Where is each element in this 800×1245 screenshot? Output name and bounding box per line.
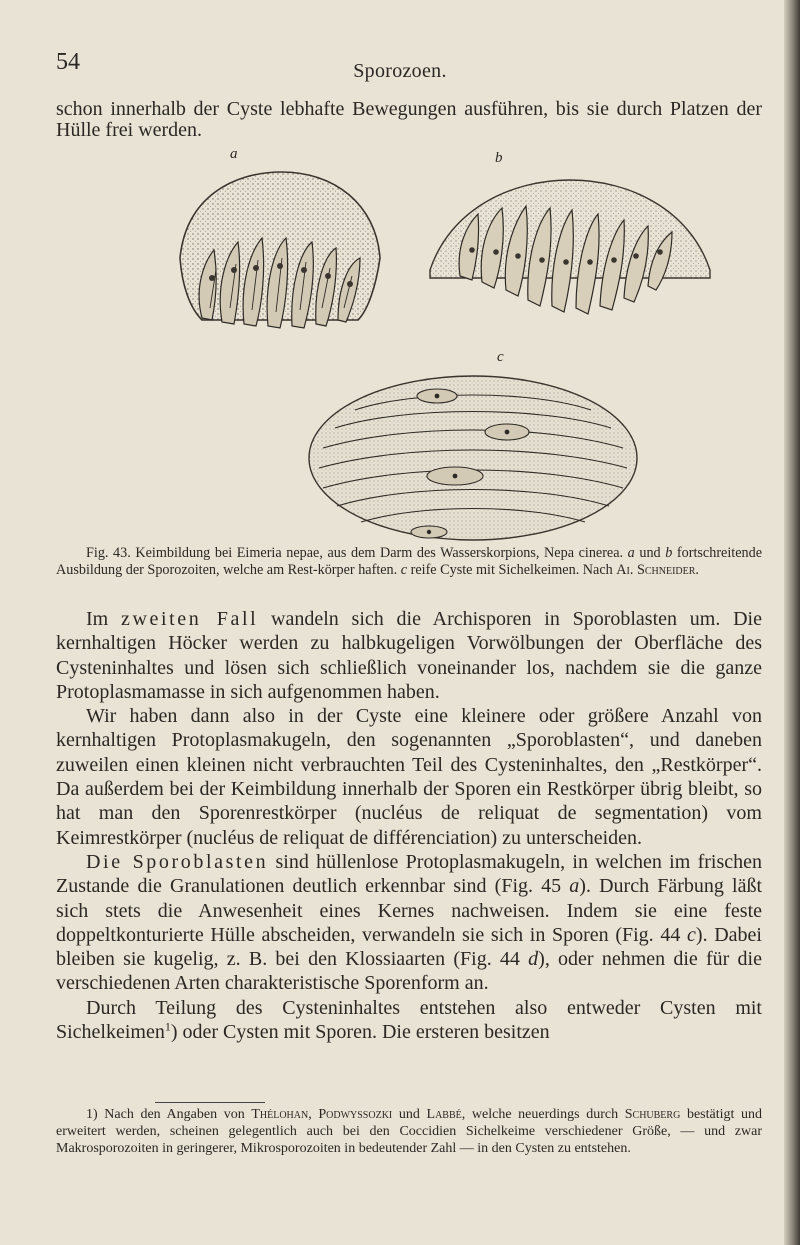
figure-label-a: a [230, 146, 238, 162]
paragraph-3 [56, 850, 762, 996]
caption-tail: reife Cyste mit Sichelkeimen. Nach [407, 562, 617, 578]
p3-ref-c: c [687, 923, 696, 946]
fn-author-1: Thélohan [251, 1107, 309, 1122]
fn-part-a: 1) Nach den Angaben von [86, 1107, 252, 1122]
caption-mid: fortschreitende Ausbildung der Sporozoiten, welche am Rest-körper haften. [56, 545, 763, 578]
paragraph-4 [56, 996, 762, 1045]
p4-part-b: ) oder Cysten mit Sporen. Die ersteren besitzen [170, 1021, 550, 1044]
caption-author: Ai. Schneider. [616, 562, 699, 578]
caption-ref-c: c [400, 562, 408, 578]
page-edge-shadow [784, 0, 800, 1245]
p3-part-b: ). Durch Färbung läßt sich stets die Anwesenheit eines Kernes nachweisen. Indem sie eine feste doppeltkonturierte Hülle abscheiden, verwandeln sie sich in Sporen (Fig. 44 [56, 875, 762, 946]
figure-caption [56, 545, 762, 579]
fn-part-b: , welche neuerdings durch [461, 1107, 625, 1122]
p3-part-c: ). Dabei bleiben sie kugelig, z. B. bei den Klossiaarten (Fig. 44 [56, 923, 762, 971]
cyst-outline [309, 376, 637, 540]
caption-ref-b: b [665, 545, 673, 561]
caption-conj: und [634, 545, 666, 561]
p4-part-a: Durch Teilung des Cysteninhaltes entstehen also entweder Cysten mit Sichelkeimen [56, 996, 762, 1044]
fn-sep-2: und [392, 1107, 427, 1122]
p3-ref-a: a [569, 875, 580, 898]
p1-rest: wandeln sich die Archisporen in Sporoblasten um. Die kernhaltigen Höcker werden zu halbkugeligen Vorwölbungen der Oberfläche des Cysteninhaltes und lösen sich schließlich voneinander los, nachdem sie die ganze Protoplasmamasse in sich aufgenommen haben. [56, 608, 762, 703]
p3-ref-d: d [528, 948, 539, 971]
fn-sep-1: , [308, 1107, 319, 1122]
intro-paragraph: schon innerhalb der Cyste lebhafte Bewegungen ausführen, bis sie durch Platzen der Hülle frei werden. [56, 98, 762, 141]
figure-label-b: b [495, 150, 503, 166]
footnote-marker: 1 [164, 1019, 171, 1034]
figure-label-c: c [497, 349, 504, 365]
paragraph-1 [56, 607, 762, 704]
p1-start: Im [86, 608, 121, 630]
paragraph-2: Wir haben dann also in der Cyste eine kleinere oder größere Anzahl von kernhaltigen Protoplasmakugeln, den sogenannten „Sporoblasten“, und daneben zuweilen einen kleinen nicht verbrauchten Teil des Cysteninhaltes, den „Restkörper“. Da außerdem bei der Keimbildung innerhalb der Sporen ein Restkörper übrig bleibt, so hat man den Sporenrestkörper (nucléus de reliquat de segmentation) vom Keimrestkörper (nucléus de reliquat de différenciation) zu unterscheiden. [56, 705, 762, 849]
footnote-divider [155, 1102, 265, 1103]
figure-43a-illustration [172, 158, 388, 338]
page-number: 54 [56, 49, 80, 75]
figure-43b-illustration [420, 160, 720, 338]
p3-part-d: ), oder nehmen die für die verschiedenen Arten charakteristische Sporenform an. [56, 948, 762, 995]
running-title: Sporozoen. [353, 60, 447, 82]
body-text [56, 607, 762, 1044]
footnote [56, 1106, 762, 1157]
p3-part-a: sind hüllenlose Protoplasmakugeln, in welchen im frischen Zustande die Granulationen deutlich erkennbar sind (Fig. 45 [56, 850, 762, 898]
caption-lead: Fig. 43. Keimbildung bei Eimeria nepae, aus dem Darm des Wasserskorpions, Nepa cinerea. [86, 545, 628, 561]
figure-43c-illustration [305, 372, 641, 542]
p1-spaced-emphasis: zweiten Fall [120, 608, 259, 630]
p3-spaced-emphasis: Die Sporoblasten [86, 850, 269, 873]
fn-part-c: bestätigt und erweitert werden, scheinen gelegentlich auch bei den Coccidien Sichelkeime verschiedener Größe, — und zwar Makrosporozoiten in geringerer, Mikrosporozoiten in bedeutender Zahl — in den Cysten zu entstehen. [56, 1107, 763, 1156]
caption-ref-a: a [627, 545, 635, 561]
fn-author-4: Schuberg [624, 1107, 681, 1122]
fn-author-2: Podwyssozki [318, 1107, 393, 1122]
fn-author-3: Labbé [426, 1107, 462, 1122]
